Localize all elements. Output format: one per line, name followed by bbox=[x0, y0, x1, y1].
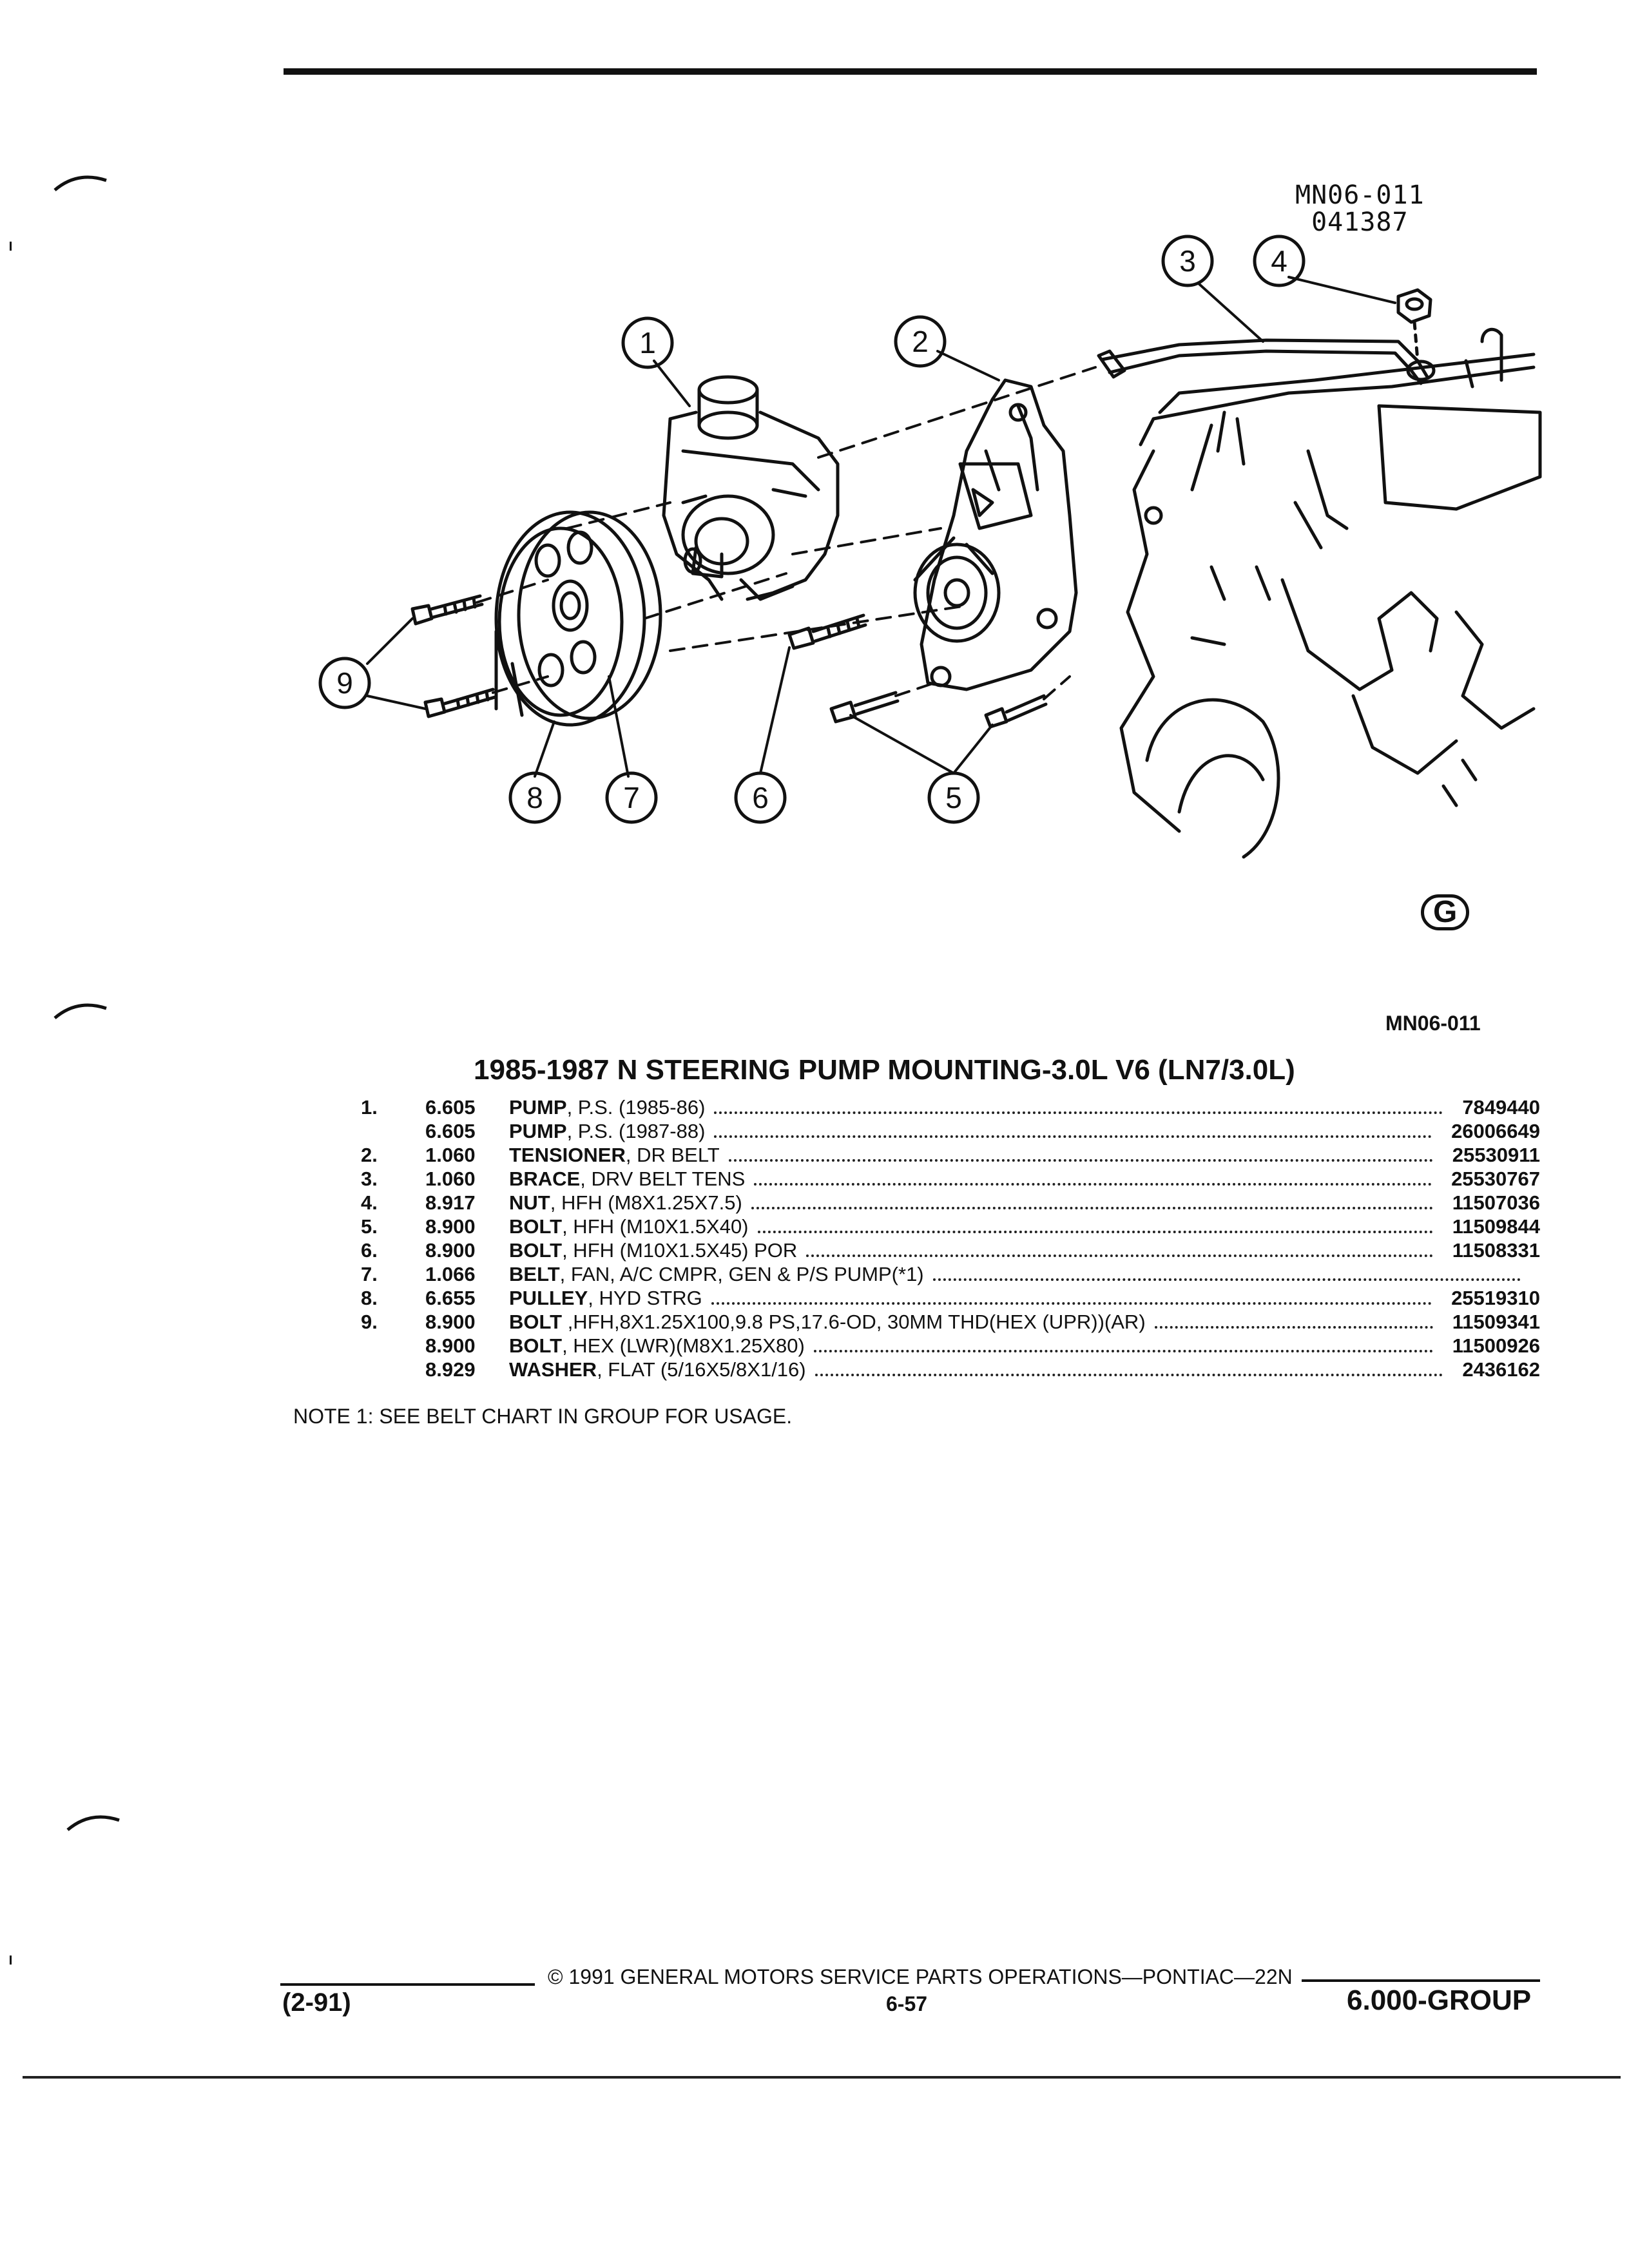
pump-illustration bbox=[664, 377, 838, 599]
footer-rule-right bbox=[1302, 1979, 1540, 1982]
dot-leader bbox=[754, 1162, 1432, 1186]
dot-leader bbox=[714, 1114, 1432, 1138]
bolt-9-illustration bbox=[412, 596, 495, 716]
callout-4: 4 bbox=[1271, 244, 1287, 278]
callout-8: 8 bbox=[526, 781, 543, 814]
part-description bbox=[509, 1167, 745, 1191]
part-detail: , P.S. (1985-86) bbox=[566, 1096, 706, 1119]
part-number: 25519310 bbox=[1451, 1287, 1540, 1309]
part-detail: , HYD STRG bbox=[588, 1287, 702, 1309]
group-code: 6.605 bbox=[425, 1120, 476, 1142]
group-code: 8.929 bbox=[425, 1358, 476, 1381]
part-number: 11509844 bbox=[1452, 1215, 1540, 1238]
group-label: 6.000-GROUP bbox=[1347, 1984, 1532, 2016]
part-detail: , HEX (LWR)(M8X1.25X80) bbox=[562, 1334, 805, 1357]
item-number: 4. bbox=[361, 1191, 378, 1214]
part-description bbox=[509, 1334, 805, 1358]
margin-mark bbox=[64, 1807, 122, 1833]
item-number: 9. bbox=[361, 1311, 378, 1333]
illustration-reference: MN06-011 bbox=[1385, 1012, 1481, 1035]
part-number: 25530767 bbox=[1451, 1168, 1540, 1190]
group-code: 8.900 bbox=[425, 1334, 476, 1357]
exploded-view-diagram bbox=[0, 0, 1629, 966]
part-detail: , HFH (M8X1.25X7.5) bbox=[550, 1191, 742, 1214]
margin-tick bbox=[10, 1956, 12, 1965]
part-number: 7849440 bbox=[1462, 1096, 1540, 1119]
part-name: BOLT bbox=[509, 1334, 563, 1357]
part-detail: , HFH (M10X1.5X40) bbox=[562, 1215, 749, 1238]
bolt-6-illustration bbox=[789, 615, 865, 648]
item-number: 6. bbox=[361, 1239, 378, 1262]
parts-list bbox=[361, 1095, 1540, 1381]
part-description bbox=[509, 1143, 720, 1167]
part-name: PUMP bbox=[509, 1096, 567, 1119]
part-description bbox=[509, 1238, 797, 1262]
tensioner-illustration bbox=[915, 380, 1076, 689]
brace-illustration bbox=[1099, 340, 1434, 383]
bottom-rule bbox=[23, 2076, 1621, 2079]
engine-block-illustration bbox=[1121, 329, 1540, 857]
dot-leader bbox=[729, 1138, 1433, 1162]
callout-7: 7 bbox=[623, 781, 640, 814]
dot-leader bbox=[751, 1186, 1433, 1209]
group-code: 1.060 bbox=[425, 1168, 476, 1190]
part-name: BRACE bbox=[509, 1168, 581, 1190]
part-number: 25530911 bbox=[1452, 1144, 1540, 1166]
part-description bbox=[509, 1095, 705, 1119]
part-number: 11500926 bbox=[1452, 1334, 1540, 1357]
group-code: 8.900 bbox=[425, 1311, 476, 1333]
part-name: NUT bbox=[509, 1191, 550, 1214]
callout-2: 2 bbox=[912, 325, 929, 358]
part-detail: ,HFH,8X1.25X100,9.8 PS,17.6-OD, 30MM THD(HEX (UPR))(AR) bbox=[562, 1311, 1146, 1333]
pulley-illustration bbox=[496, 512, 660, 725]
item-number: 3. bbox=[361, 1168, 378, 1190]
illustration-code-line2: 041387 bbox=[1311, 207, 1409, 237]
dot-leader bbox=[711, 1281, 1432, 1305]
page-number: 6-57 bbox=[886, 1992, 928, 2015]
part-name: TENSIONER bbox=[509, 1144, 626, 1166]
callout-5: 5 bbox=[945, 781, 962, 814]
nut-illustration bbox=[1398, 290, 1431, 361]
footnote: NOTE 1: SEE BELT CHART IN GROUP FOR USAGE. bbox=[293, 1405, 793, 1428]
part-number: 11509341 bbox=[1452, 1311, 1540, 1333]
dot-leader bbox=[714, 1090, 1443, 1114]
part-detail: , DRV BELT TENS bbox=[580, 1168, 746, 1190]
dot-leader bbox=[815, 1352, 1443, 1376]
revision-date: (2-91) bbox=[282, 1988, 351, 2017]
callout-3: 3 bbox=[1179, 244, 1196, 278]
dot-leader bbox=[933, 1257, 1521, 1281]
group-code: 8.900 bbox=[425, 1239, 476, 1262]
part-number: 2436162 bbox=[1462, 1358, 1540, 1381]
footer-rule-left bbox=[280, 1983, 535, 1986]
part-name: BOLT bbox=[509, 1239, 563, 1262]
item-number: 1. bbox=[361, 1096, 378, 1119]
part-row bbox=[361, 1358, 1540, 1381]
group-code: 1.066 bbox=[425, 1263, 476, 1285]
margin-mark bbox=[52, 995, 110, 1021]
part-name: PULLEY bbox=[509, 1287, 588, 1309]
group-code: 8.900 bbox=[425, 1215, 476, 1238]
gm-logo: G bbox=[1421, 894, 1469, 930]
part-name: WASHER bbox=[509, 1358, 597, 1381]
callout-6: 6 bbox=[752, 781, 769, 814]
callout-9: 9 bbox=[336, 666, 353, 700]
part-description bbox=[509, 1215, 749, 1238]
part-number: 11508331 bbox=[1452, 1239, 1540, 1262]
item-number: 8. bbox=[361, 1287, 378, 1309]
part-name: PUMP bbox=[509, 1120, 567, 1142]
dot-leader bbox=[758, 1209, 1433, 1233]
item-number: 2. bbox=[361, 1144, 378, 1166]
group-code: 1.060 bbox=[425, 1144, 476, 1166]
dot-leader bbox=[806, 1233, 1433, 1257]
illustration-code-line1: MN06-011 bbox=[1295, 180, 1425, 210]
group-code: 8.917 bbox=[425, 1191, 476, 1214]
part-name: BELT bbox=[509, 1263, 560, 1285]
part-detail: , DR BELT bbox=[625, 1144, 720, 1166]
item-number: 5. bbox=[361, 1215, 378, 1238]
dot-leader bbox=[814, 1329, 1433, 1352]
part-detail: , FLAT (5/16X5/8X1/16) bbox=[597, 1358, 806, 1381]
part-detail: , HFH (M10X1.5X45) POR bbox=[562, 1239, 798, 1262]
part-detail: , P.S. (1987-88) bbox=[566, 1120, 706, 1142]
part-detail: , FAN, A/C CMPR, GEN & P/S PUMP(*1) bbox=[559, 1263, 924, 1285]
group-code: 6.655 bbox=[425, 1287, 476, 1309]
part-description bbox=[509, 1358, 806, 1381]
page-title: 1985-1987 N STEERING PUMP MOUNTING-3.0L V6 (LN7/3.0L) bbox=[474, 1054, 1295, 1086]
part-number: 26006649 bbox=[1451, 1120, 1540, 1142]
dot-leader bbox=[1155, 1305, 1433, 1329]
part-name: BOLT bbox=[509, 1311, 563, 1333]
part-number: 11507036 bbox=[1452, 1191, 1540, 1214]
part-name: BOLT bbox=[509, 1215, 563, 1238]
item-number: 7. bbox=[361, 1263, 378, 1285]
group-code: 6.605 bbox=[425, 1096, 476, 1119]
part-description bbox=[509, 1191, 742, 1215]
part-description bbox=[509, 1286, 702, 1310]
part-description bbox=[509, 1119, 705, 1143]
callout-1: 1 bbox=[639, 326, 656, 360]
footer-copyright: © 1991 GENERAL MOTORS SERVICE PARTS OPERATIONS—PONTIAC—22N bbox=[548, 1965, 1293, 1988]
